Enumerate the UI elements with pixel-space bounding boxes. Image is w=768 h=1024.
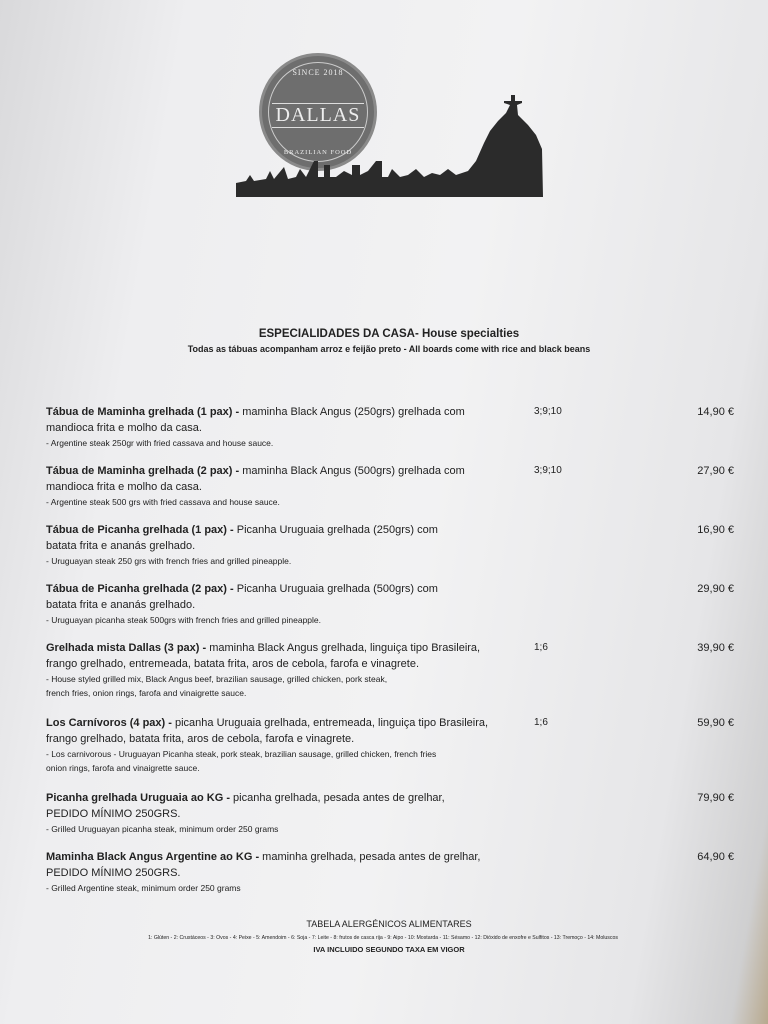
item-line bbox=[46, 790, 746, 806]
menu-item bbox=[46, 404, 746, 450]
item-english: - Uruguayan steak 250 grs with french fries and grilled pineapple. bbox=[46, 556, 292, 566]
item-english: - Argentine steak 500 grs with fried cassava and house sauce. bbox=[46, 497, 280, 507]
item-line bbox=[46, 581, 746, 597]
item-description: maminha grelhada, pesada antes de grelhar, bbox=[259, 851, 481, 863]
item-line bbox=[46, 640, 746, 656]
item-price: 14,90 € bbox=[697, 406, 734, 418]
item-price: 64,90 € bbox=[697, 851, 734, 863]
item-description-cont: frango grelhado, entremeada, batata frita, aros de cebola, farofa e vinagrete. bbox=[46, 658, 420, 670]
item-description: Picanha Uruguaia grelhada (250grs) com bbox=[233, 524, 438, 536]
item-line bbox=[46, 715, 746, 731]
item-description: maminha Black Angus (250grs) grelhada com bbox=[239, 406, 465, 418]
item-english: - Los carnivorous - Uruguayan Picanha steak, pork steak, brazilian sausage, grilled chicken, french fries bbox=[46, 749, 437, 759]
item-price: 27,90 € bbox=[697, 465, 734, 477]
item-name: Tábua de Picanha grelhada (1 pax) - bbox=[46, 524, 234, 536]
item-description-cont: mandioca frita e molho da casa. bbox=[46, 422, 202, 434]
menu-item bbox=[46, 715, 746, 775]
item-english: - Grilled Argentine steak, minimum order 250 grams bbox=[46, 883, 241, 893]
item-description-cont: frango grelhado, batata frita, aros de cebola, farofa e vinagrete. bbox=[46, 733, 355, 745]
item-name: Los Carnívoros (4 pax) - bbox=[46, 717, 172, 729]
allergen-list: 1: Glúten - 2: Crustáceos - 3: Ovos - 4: Peixe - 5: Amendoim - 6: Soja - 7: Leite - 8: frutos de casca rija - 9: Aipo - 10: Mostarda - 11: Sésamo - 12: Dióxido de enxofre e Sulfitos - 13: Tremoço - 14: Moluscos bbox=[148, 935, 618, 941]
menu-item bbox=[46, 581, 746, 627]
rio-skyline-illustration bbox=[236, 95, 546, 200]
item-name: Tábua de Maminha grelhada (2 pax) - bbox=[46, 465, 240, 477]
item-description-cont: PEDIDO MÍNIMO 250GRS. bbox=[46, 808, 181, 820]
item-line bbox=[46, 463, 746, 479]
item-line bbox=[46, 849, 746, 865]
item-allergens: 1;6 bbox=[534, 717, 548, 728]
item-description-cont: mandioca frita e molho da casa. bbox=[46, 481, 202, 493]
item-price: 29,90 € bbox=[697, 583, 734, 595]
menu-item bbox=[46, 463, 746, 509]
item-description: maminha Black Angus (500grs) grelhada com bbox=[239, 465, 465, 477]
item-description: Picanha Uruguaia grelhada (500grs) com bbox=[233, 583, 438, 595]
menu-item bbox=[46, 640, 746, 700]
item-description: picanha grelhada, pesada antes de grelhar, bbox=[230, 792, 445, 804]
item-description-cont: batata frita e ananás grelhado. bbox=[46, 540, 196, 552]
menu-item bbox=[46, 849, 746, 895]
item-allergens: 3;9;10 bbox=[534, 406, 562, 417]
item-english-cont: onion rings, farofa and vinaigrette sauce. bbox=[46, 763, 200, 773]
menu-item bbox=[46, 790, 746, 836]
item-description-cont: batata frita e ananás grelhado. bbox=[46, 599, 196, 611]
item-price: 39,90 € bbox=[697, 642, 734, 654]
item-allergens: 1;6 bbox=[534, 642, 548, 653]
item-name: Tábua de Maminha grelhada (1 pax) - bbox=[46, 406, 240, 418]
item-english: - Grilled Uruguayan picanha steak, minimum order 250 grams bbox=[46, 824, 279, 834]
item-english: - Argentine steak 250gr with fried cassava and house sauce. bbox=[46, 438, 274, 448]
item-price: 16,90 € bbox=[697, 524, 734, 536]
item-description: picanha Uruguaia grelhada, entremeada, linguiça tipo Brasileira, bbox=[171, 717, 489, 729]
allergen-table-title: TABELA ALERGÉNICOS ALIMENTARES bbox=[306, 919, 472, 929]
item-description: maminha Black Angus grelhada, linguiça tipo Brasileira, bbox=[206, 642, 481, 654]
item-line bbox=[46, 404, 746, 420]
item-english-cont: french fries, onion rings, farofa and vinaigrette sauce. bbox=[46, 688, 247, 698]
logo-name: DALLAS bbox=[272, 103, 364, 128]
logo-since: SINCE 2018 bbox=[292, 68, 344, 77]
logo-subtitle: BRAZILIAN FOOD bbox=[283, 149, 353, 156]
item-name: Grelhada mista Dallas (3 pax) - bbox=[46, 642, 207, 654]
vat-note: IVA INCLUIDO SEGUNDO TAXA EM VIGOR bbox=[313, 945, 465, 954]
item-line bbox=[46, 522, 746, 538]
section-subtitle: Todas as tábuas acompanham arroz e feijão preto - All boards come with rice and black beans bbox=[187, 344, 591, 354]
item-description-cont: PEDIDO MÍNIMO 250GRS. bbox=[46, 867, 181, 879]
item-price: 79,90 € bbox=[697, 792, 734, 804]
item-price: 59,90 € bbox=[697, 717, 734, 729]
item-name: Maminha Black Angus Argentine ao KG - bbox=[46, 851, 260, 863]
item-english: - House styled grilled mix, Black Angus beef, brazilian sausage, grilled chicken, pork steak, bbox=[46, 674, 388, 684]
item-name: Picanha grelhada Uruguaia ao KG - bbox=[46, 792, 230, 804]
menu-item bbox=[46, 522, 746, 568]
item-name: Tábua de Picanha grelhada (2 pax) - bbox=[46, 583, 234, 595]
section-title: ESPECIALIDADES DA CASA- House specialties bbox=[258, 328, 520, 340]
item-allergens: 3;9;10 bbox=[534, 465, 562, 476]
item-english: - Uruguayan picanha steak 500grs with french fries and grilled pineapple. bbox=[46, 615, 321, 625]
